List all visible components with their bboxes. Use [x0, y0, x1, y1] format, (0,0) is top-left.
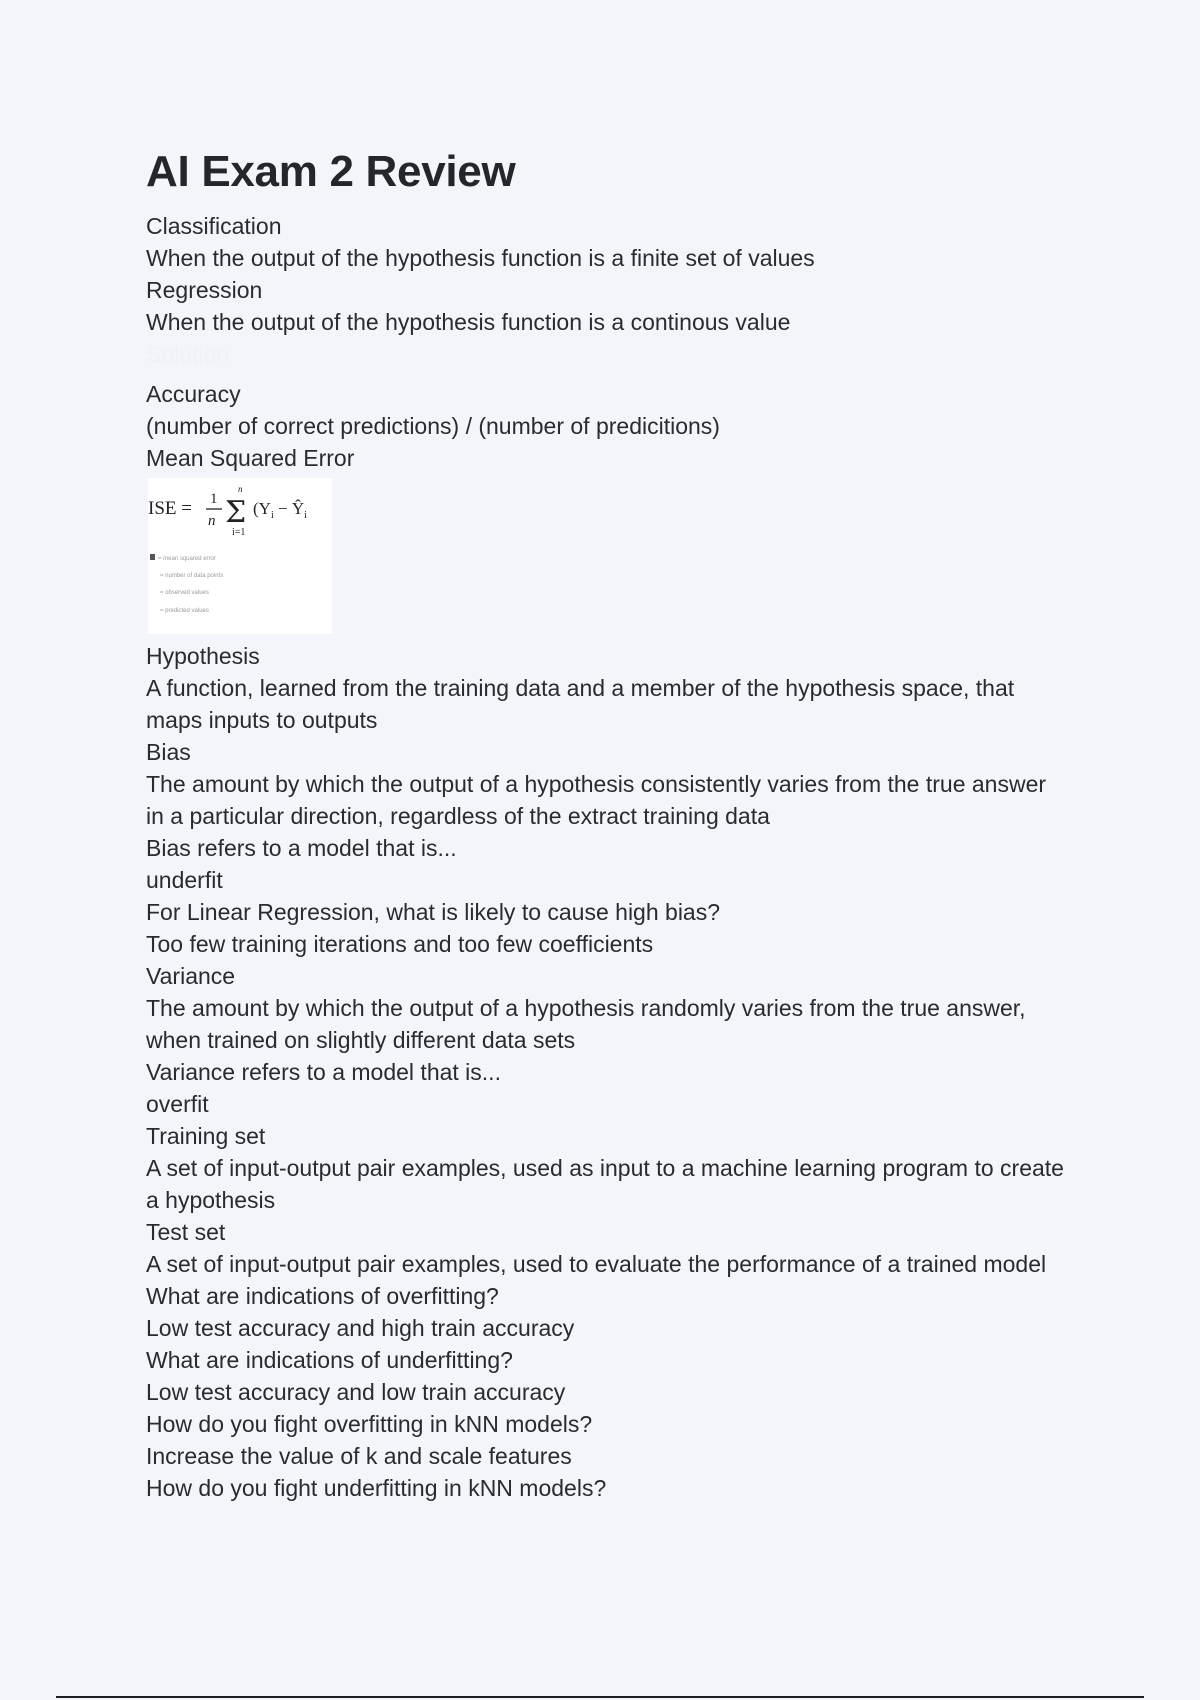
definition-classification: When the output of the hypothesis function is a finite set of values — [146, 245, 815, 271]
question-fight-overfitting-knn: How do you fight overfitting in kNN models? — [146, 1411, 593, 1437]
term-regression: Regression — [146, 277, 263, 303]
formula-legend — [150, 554, 223, 614]
answer-bias-model: underfit — [146, 867, 223, 893]
definition-variance: The amount by which the output of a hypothesis randomly varies from the true answer, when trained on slightly different data sets — [146, 995, 1026, 1053]
formula-denominator: n — [208, 513, 216, 529]
legend-observed: = observed values — [160, 590, 209, 596]
term-mean-squared-error: Mean Squared Error — [146, 445, 355, 471]
formula-lhs: ISE = — [148, 498, 192, 519]
legend-marker-mse — [150, 554, 155, 560]
definition-hypothesis: A function, learned from the training data and a member of the hypothesis space, that maps inputs to outputs — [146, 675, 1015, 733]
term-training-set: Training set — [146, 1123, 266, 1149]
formula-body: (Y — [253, 499, 271, 518]
mse-formula-graphic — [148, 478, 332, 634]
answer-high-bias: Too few training iterations and too few coefficients — [146, 931, 654, 957]
page-bottom-rule — [56, 1696, 1144, 1698]
sigma-symbol: Σ — [225, 495, 247, 530]
definition-regression: When the output of the hypothesis function is a continous value — [146, 309, 791, 335]
definition-test-set: A set of input-output pair examples, used to evaluate the performance of a trained model — [146, 1251, 1047, 1277]
term-variance: Variance — [146, 963, 236, 989]
legend-predicted: = predicted values — [160, 608, 209, 614]
faded-text-line: Solution — [146, 341, 230, 367]
legend-data-points: = number of data points — [160, 573, 224, 579]
answer-underfitting-indications: Low test accuracy and low train accuracy — [146, 1379, 566, 1405]
term-hypothesis: Hypothesis — [146, 643, 260, 669]
review-content — [146, 210, 1066, 1504]
mse-formula-image — [148, 478, 332, 634]
legend-mse: = mean squared error — [158, 556, 216, 562]
term-classification: Classification — [146, 213, 282, 239]
question-overfitting-indications: What are indications of overfitting? — [146, 1283, 499, 1309]
svg-text:(Yi − Ŷi: ($Y_i$ − $Ŷ_i$ — [253, 499, 307, 521]
definition-accuracy: (number of correct predictions) / (number of predicitions) — [146, 413, 720, 439]
answer-overfitting-indications: Low test accuracy and high train accuracy — [146, 1315, 575, 1341]
definition-bias: The amount by which the output of a hypothesis consistently varies from the true answer in a particular direction, regardless of the extract training data — [146, 771, 1047, 829]
term-test-set: Test set — [146, 1219, 226, 1245]
sum-upper-limit: n — [238, 484, 243, 494]
question-high-bias: For Linear Regression, what is likely to cause high bias? — [146, 899, 721, 925]
answer-variance-model: overfit — [146, 1091, 209, 1117]
question-bias-model: Bias refers to a model that is... — [146, 835, 457, 861]
page-title: AI Exam 2 Review — [146, 147, 516, 196]
formula-numerator: 1 — [210, 491, 218, 507]
question-fight-underfitting-knn: How do you fight underfitting in kNN models? — [146, 1475, 607, 1501]
question-underfitting-indications: What are indications of underfitting? — [146, 1347, 513, 1373]
definition-training-set: A set of input-output pair examples, used as input to a machine learning program to create a hypothesis — [146, 1155, 1064, 1213]
question-variance-model: Variance refers to a model that is... — [146, 1059, 501, 1085]
term-accuracy: Accuracy — [146, 381, 241, 407]
answer-fight-overfitting-knn: Increase the value of k and scale features — [146, 1443, 572, 1469]
term-bias: Bias — [146, 739, 191, 765]
sum-lower-limit: i=1 — [232, 527, 246, 538]
